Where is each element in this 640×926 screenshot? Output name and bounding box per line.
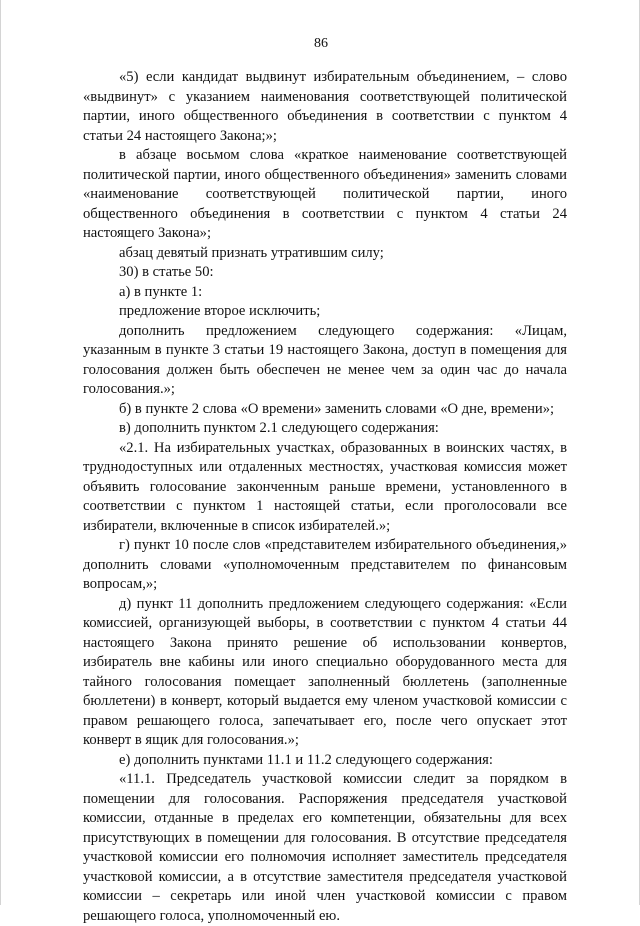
paragraph: б) в пункте 2 слова «О времени» заменить словами «О дне, времени»; bbox=[119, 400, 555, 417]
paragraph: предложение второе исключить; bbox=[119, 303, 321, 319]
page-number: 86 bbox=[314, 36, 328, 51]
paragraph: а) в пункте 1: bbox=[119, 283, 203, 300]
paragraph: «5) если кандидат выдвинут избирательным объединением, – слово «выдвинут» с указанием наименования соответствующей политической партии, иного общественного объединения в соответствии с пунктом 4 статьи 24 настоящего Закона;»; bbox=[83, 69, 567, 144]
paragraph: абзац девятый признать утратившим силу; bbox=[119, 244, 384, 261]
paragraph: д) пункт 11 дополнить предложением следующего содержания: «Если комиссией, организующей выборы, в соответствии с пунктом 4 статьи 44 настоящего Закона принято решение об использовании конвертов, избиратель вне кабины или иного специально оборудованного места для тайного голосования помещает заполненный бюллетень (заполненные бюллетени) в конверт, который выдается ему членом участковой комиссии с правом решающего голоса, запечатывает его, после чего опускает этот конверт в ящик для голосования.»; bbox=[83, 595, 567, 748]
paragraph: «11.1. Председатель участковой комиссии следит за порядком в помещении для голосования. Распоряжения председателя участковой комиссии, отданные в пределах его компетенции, обязательны для всех присутствующих в помещении для голосования. В отсутствие председателя участковой комиссии его полномочия исполняет заместитель председателя участковой комиссии, а в отсутствие заместителя председателя участковой комиссии – секретарь или иной член участковой комиссии с правом решающего голоса, уполномоченный ею. bbox=[83, 771, 567, 924]
paragraph: «2.1. На избирательных участках, образованных в воинских частях, в труднодоступных или отдаленных местностях, участковая комиссия может объявить голосование законченным раньше времени, установленного в соответствии с пунктом 1 настоящей статьи, если проголосовали все избиратели, включенные в список избирателей.»; bbox=[83, 439, 567, 534]
paragraph: дополнить предложением следующего содержания: «Лицам, указанным в пункте 3 статьи 19 настоящего Закона, доступ в помещения для голосования должен быть обеспечен не менее чем за один час до начала голосования.»; bbox=[83, 322, 567, 397]
paragraph: в) дополнить пунктом 2.1 следующего содержания: bbox=[119, 420, 439, 436]
paragraph: е) дополнить пунктами 11.1 и 11.2 следующего содержания: bbox=[119, 751, 493, 768]
paragraph: г) пункт 10 после слов «представителем избирательного объединения,» дополнить словами «уполномоченным представителем по финансовым вопросам,»; bbox=[83, 537, 567, 592]
paragraph: 30) в статье 50: bbox=[119, 264, 214, 280]
document-body bbox=[83, 68, 567, 926]
paragraph: в абзаце восьмом слова «краткое наименование соответствующей политической партии, иного общественного объединения» заменить словами «наименование соответствующей политической партии, иного общественного объединения в соответствии с пунктом 4 статьи 24 настоящего Закона»; bbox=[83, 147, 567, 241]
